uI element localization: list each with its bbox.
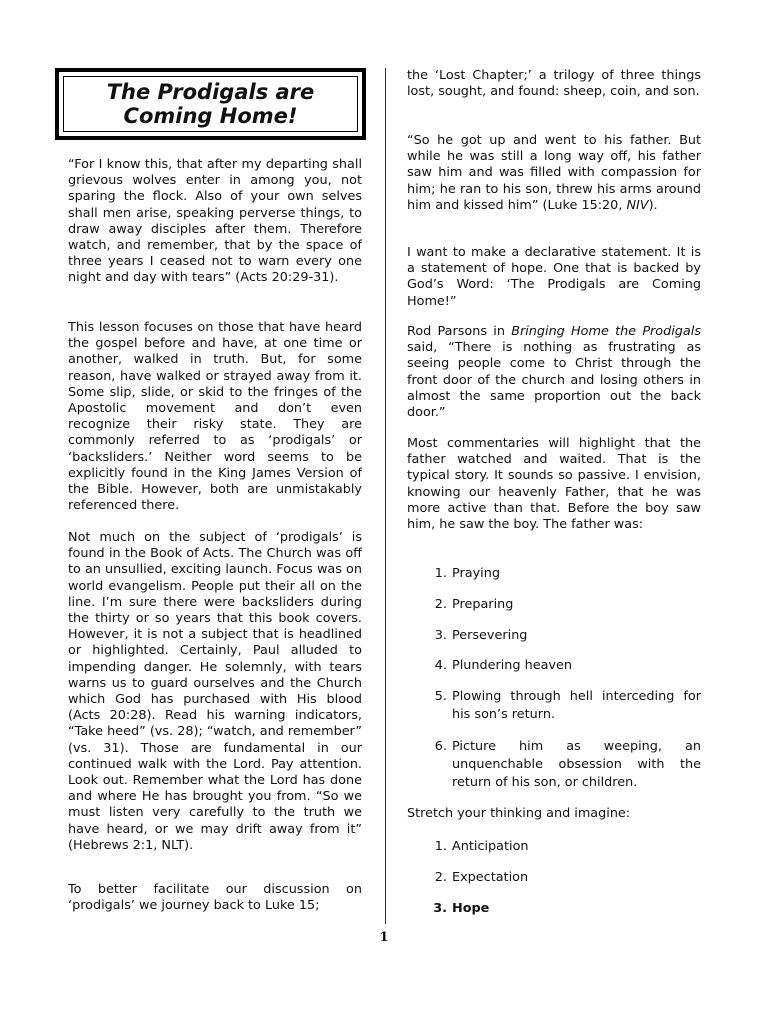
column-divider [385,68,386,924]
list-text: Picture him as weeping, an unquenchable obsession with the return of his son, or children. [452,739,701,790]
page-title: The Prodigals are Coming Home! [106,80,315,128]
list-number: 3. [433,901,447,916]
list-number: 6. [434,739,447,754]
rod-parsons-paragraph [407,324,701,421]
declarative-statement-paragraph: I want to make a declarative statement. It is a statement of hope. One that is backed by God’s Word: ‘The Prodigals are Coming Home!” [407,245,701,309]
rod-parsons-quote: said, “There is nothing as frustrating as seeing people come to Christ through the front door of the church and losing others in almost the same proportion out the back door.” [407,340,701,421]
list-text: Plowing through hell interceding for his son’s return. [452,689,701,722]
list-text: Persevering [452,628,528,643]
list-text: Expectation [452,870,529,885]
list-number: 1. [434,839,447,854]
list-number: 5. [434,689,447,704]
book-title: Bringing Home the Prodigals [511,324,701,339]
luke-quote-version: NIV [626,197,649,213]
list-text: Plundering heaven [452,658,572,673]
page-number: 1 [379,930,389,945]
list-text: Hope [452,901,490,916]
list-number: 3. [434,628,447,643]
commentaries-paragraph: Most commentaries will highlight that the father watched and waited. That is the typical story. It sounds so passive. I envision, knowing our heavenly Father, that he was more active than that. Before the boy saw him, he saw the boy. The father was: [407,436,701,533]
title-box [55,68,366,140]
list-text: Praying [452,566,500,581]
list-number: 2. [434,870,447,885]
lost-chapter-paragraph: the ‘Lost Chapter;’ a trilogy of three things lost, sought, and found: sheep, coin, and son. [407,68,701,100]
list-text: Anticipation [452,839,529,854]
acts-quote-paragraph: “For I know this, that after my departing shall grievous wolves enter in among you, not sparing the flock. Also of your own selves shall men arise, speaking perverse things, to draw away disciples after them. Therefore watch, and remember, that by the space of three years I ceased not to warn every one night and day with tears” (Acts 20:29-31). [68,157,362,286]
luke-intro-paragraph: To better facilitate our discussion on ‘prodigals’ we journey back to Luke 15; [68,882,362,914]
luke-quote-text: “So he got up and went to his father. But while he was still a long way off, his father saw him and was filled with compassion for him; he ran to his son, threw his arms around him and kissed him” (Luke 15:20, [407,133,701,213]
list-number: 4. [434,658,447,673]
title-frame [63,76,358,132]
list-text: Preparing [452,597,514,612]
stretch-thinking-paragraph: Stretch your thinking and imagine: [407,806,631,821]
luke-quote-end: ). [648,197,658,213]
book-of-acts-paragraph: Not much on the subject of ‘prodigals’ is found in the Book of Acts. The Church was off to an unsullied, exciting launch. Focus was on world evangelism. People put their all on the line. I’m sure there were backsliders during the thirty or so years that this book covers. However, it is not a subject that is headlined or highlighted. Certainly, Paul alluded to impending danger. He solemnly, with tears warns us to guard ourselves and the Church which God has purchased with His blood (Acts 20:28). Read his warning indicators, “Take heed” (vs. 28); “watch, and remember” (vs. 31). Those are fundamental in our continued walk with the Lord. Pay attention. Look out. Remember what the Lord has done and where He has brought you from. “So we must listen very carefully to the truth we have heard, or we may drift away from it” (Hebrews 2:1, NLT). [68,530,362,853]
rod-parsons-intro: Rod Parsons in [407,324,512,339]
lesson-focus-paragraph: This lesson focuses on those that have heard the gospel before and have, at one time or another, walked in truth. But, for some reason, have walked or strayed away from it. Some slip, slide, or skid to the fringes of the Apostolic movement and don’t even recognize their risky state. They are commonly referred to as ‘prodigals’ or ‘backsliders.’ Neither word seems to be explicitly found in the King James Version of the Bible. However, both are unmistakably referenced there. [68,320,362,514]
luke-quote-paragraph [407,133,701,214]
list-number: 1. [434,566,447,581]
list-number: 2. [434,597,447,612]
